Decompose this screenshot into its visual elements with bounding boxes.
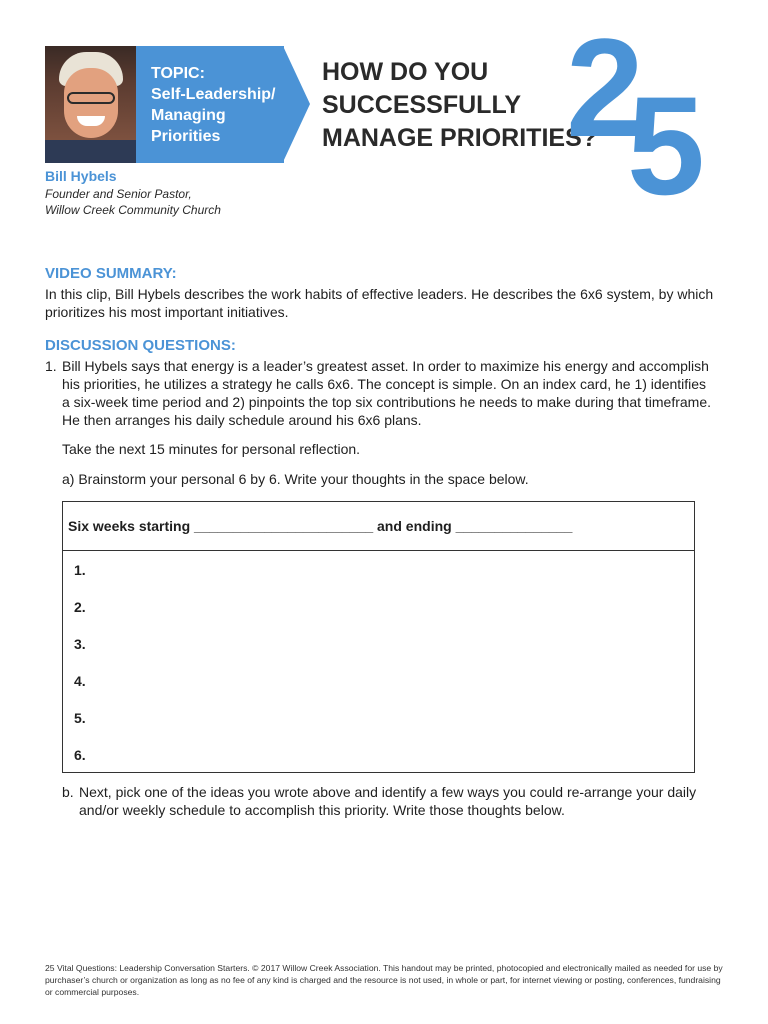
title-line: MANAGE PRIORITIES? [322, 124, 598, 152]
topic-label [151, 63, 301, 147]
video-summary-text: In this clip, Bill Hybels describes the work habits of effective leaders. He describes the 6x6 system, by which prioritizes his most important initiatives. [45, 286, 714, 320]
worksheet-row-number[interactable]: 5. [74, 710, 86, 726]
reflection-instruction: Take the next 15 minutes for personal reflection. [62, 441, 361, 457]
title-line: HOW DO YOU [322, 58, 489, 86]
author-role [45, 186, 221, 218]
topic-line: Priorities [151, 128, 221, 145]
worksheet-row-number[interactable]: 2. [74, 599, 86, 615]
topic-line: TOPIC: [151, 65, 205, 82]
question-number-digit-5: 5 [627, 67, 701, 224]
part-a-instruction: a) Brainstorm your personal 6 by 6. Write your thoughts in the space below. [62, 471, 529, 487]
six-by-six-worksheet [62, 501, 695, 773]
worksheet-row-number[interactable]: 3. [74, 636, 86, 652]
worksheet-header [63, 502, 694, 551]
worksheet-row-number[interactable]: 4. [74, 673, 86, 689]
question-number-digit-2: 2 [566, 9, 640, 166]
part-b-label: b. [62, 784, 74, 800]
photo-glasses [67, 92, 115, 104]
topic-line: Managing [151, 107, 226, 124]
worksheet-header-text[interactable]: Six weeks starting _______________________ and ending _______________ [68, 518, 573, 534]
part-b-text: Next, pick one of the ideas you wrote above and identify a few ways you could re-arrange your daily and/or weekly schedule to accomplish this priority. Write those thoughts below. [79, 784, 697, 818]
title-line: SUCCESSFULLY [322, 91, 522, 119]
question-number: 1. [45, 358, 57, 374]
video-summary-heading: VIDEO SUMMARY: [45, 265, 177, 282]
question-text: Bill Hybels says that energy is a leader’s greatest asset. In order to maximize his energy and accomplish his priorities, he utilizes a strategy he calls 6x6. The concept is simple. On an index card, he 1) identifies a six-week time period and 2) pinpoints the top six contributions he needs to make during that timeframe. He then arranges his daily schedule around his 6x6 plans. [62, 358, 712, 428]
copyright-footer: 25 Vital Questions: Leadership Conversation Starters. © 2017 Willow Creek Association. This handout may be printed, photocopied and electronically mailed as needed for use by purchaser’s church or organization as long as no fee of any kind is charged and the resource is not used, in whole or part, for internet viewing or posting, conferences, fundraising or commercial purposes. [45, 963, 723, 997]
author-name: Bill Hybels [45, 168, 117, 184]
topic-line: Self-Leadership/ [151, 86, 276, 103]
part-b-instruction [62, 783, 712, 819]
worksheet-row-number[interactable]: 6. [74, 747, 86, 763]
author-role-line: Willow Creek Community Church [45, 203, 221, 217]
author-role-line: Founder and Senior Pastor, [45, 187, 192, 201]
worksheet-row-number[interactable]: 1. [74, 562, 86, 578]
photo-suit [45, 140, 136, 163]
speaker-photo [45, 46, 136, 163]
discussion-questions-heading: DISCUSSION QUESTIONS: [45, 337, 236, 354]
